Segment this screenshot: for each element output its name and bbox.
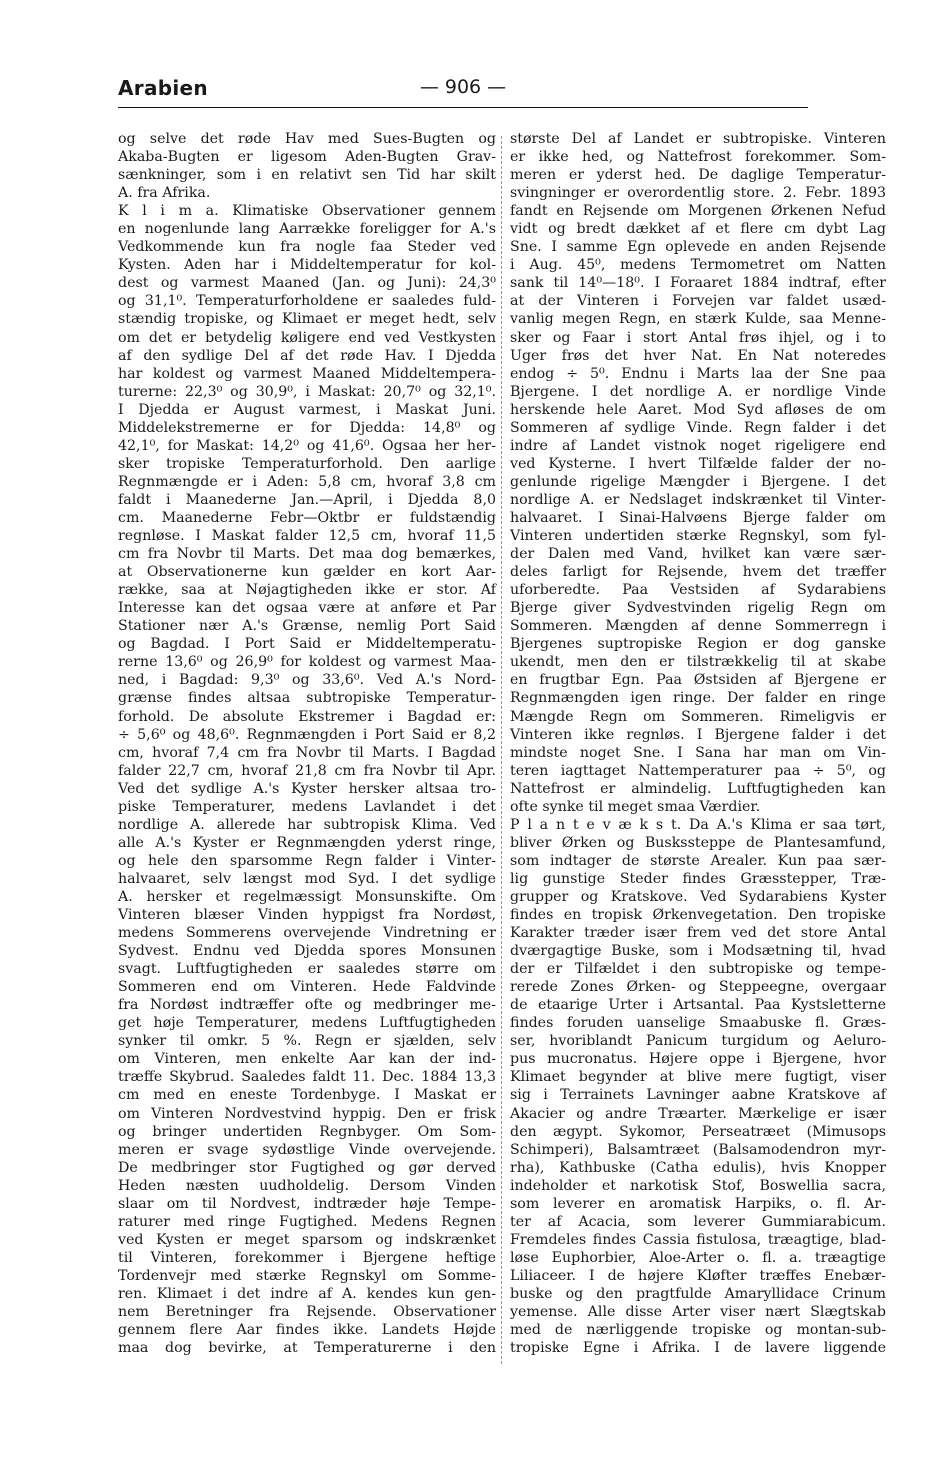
right-column-line: endog ÷ 5⁰. Endnu i Marts laa der Sne paa (510, 365, 886, 382)
right-column-line: rerede Zones Ørken- og Steppeegne, overgaar (510, 979, 886, 996)
right-column-line: sig i Terrainets Lavninger aabne Kratskove af (510, 1087, 886, 1104)
left-column-line: cm fra Novbr til Marts. Det maa dog bemærkes, (118, 546, 496, 563)
left-column-line: Sommeren end om Vinteren. Hede Faldvinde (118, 979, 496, 996)
right-column-line: Bjergene. I det nordlige A. er nordlige Vinde (510, 383, 886, 400)
left-column-line: af den sydlige Del af det røde Hav. I Djedda (118, 347, 496, 364)
left-column-line: A. hersker et regelmæssigt Monsunskifte. Om (118, 888, 496, 905)
left-column-line: svagt. Luftfugtigheden er saaledes større om (118, 961, 496, 978)
left-column-line: træffe Skybrud. Saaledes faldt 11. Dec. 1884 13,3 (118, 1069, 496, 1086)
right-column-line: løse Euphorbier, Aloe-Arter o. fl. a. træagtige (510, 1249, 886, 1266)
right-column-line: sank til 14⁰—18⁰. I Foraaret 1884 indtraf, efter (510, 275, 886, 292)
left-column-line: Akaba-Bugten er ligesom Aden-Bugten Grav- (118, 149, 496, 166)
left-column-line: nem Beretninger fra Rejsende. Observationer (118, 1304, 496, 1321)
left-column-line: medens Sommerens overvejende Vindretning er (118, 925, 496, 942)
left-column-line: De medbringer stor Fugtighed og gør derved (118, 1159, 496, 1176)
right-column-line: uforberedte. Paa Vestsiden af Sydarabiens (510, 582, 886, 599)
left-column-line: Interesse kan det ogsaa være at anføre et Par (118, 600, 496, 617)
left-column-line: og bringer undertiden Regnbyger. Om Som- (118, 1123, 496, 1140)
right-column-line: Vinteren undertiden stærke Regnskyl, som fyl- (510, 528, 886, 545)
left-column-line: og selve det røde Hav med Sues-Bugten og (118, 131, 496, 147)
left-column-line: faldt i Maanederne Jan.—April, i Djedda 8,0 (118, 491, 496, 508)
left-column-line: og 31,1⁰. Temperaturforholdene er saaledes fuld- (118, 293, 496, 310)
right-column-line: svingninger er overordentlig store. 2. Febr. 1893 (510, 185, 886, 202)
left-column-line: maa dog bevirke, at Temperaturerne i den (118, 1340, 496, 1357)
left-column-line: ren. Klimaet i det indre af A. kendes kun gen- (118, 1286, 496, 1302)
left-column-line: K l i m a. Klimatiske Observationer gennem (118, 203, 496, 220)
left-column-line: til Vinteren, forekommer i Bjergene heftige (118, 1249, 496, 1266)
left-column-line: slaar om til Nordvest, indtræder høje Tempe- (118, 1195, 496, 1212)
left-column-line: nordlige A. allerede har subtropisk Klima. Ved (118, 816, 496, 833)
left-column-line: alle A.'s Kyster er Regnmængden yderst ringe, (118, 834, 496, 851)
left-column-line: stændig tropiske, og Klimaet er meget hedt, selv (118, 311, 496, 328)
left-column-line: Kysten. Aden har i Middeltemperatur for kol- (118, 257, 496, 274)
right-column-line: ter af Acacia, som leverer Gummiarabicum. (510, 1213, 886, 1230)
right-column-line: indeholder et narkotisk Stof, Boswellia sacra, (510, 1177, 886, 1194)
left-column-line: Sydvest. Endnu ved Djedda spores Monsunen (118, 943, 496, 960)
right-column-line: Nattefrost er almindelig. Luftfugtigheden kan (510, 780, 886, 797)
left-column-line: piske Temperaturer, medens Lavlandet i det (118, 798, 496, 815)
left-column-line: get høje Temperaturer, medens Luftfugtigheden (118, 1015, 496, 1032)
right-column-line: tropiske Egne i Afrika. I de lavere liggende (510, 1340, 886, 1357)
left-column-line: cm med en eneste Tordenbyge. I Maskat er (118, 1087, 496, 1104)
right-column-line: vanlig megen Regn, en stærk Kulde, saa Menne- (510, 311, 886, 328)
right-column-line: de etaarige Urter i Artsantal. Paa Kystsletterne (510, 997, 886, 1014)
left-column-line: om det er betydelig køligere end ved Vestkysten (118, 329, 496, 346)
right-column-line: med de nærliggende tropiske og montan-sub- (510, 1322, 886, 1339)
left-column-line: fra Nordøst indtræffer ofte og medbringer me- (118, 997, 496, 1014)
right-column-line: genlunde rigelige Mængder i Bjergene. I det (510, 473, 886, 490)
right-column-line: ukendt, men den er tilstrækkelig til at skabe (510, 654, 886, 671)
right-column-line: Karakter træder især frem ved det store Antal (510, 925, 886, 942)
right-column-line: rha), Kathbuske (Catha edulis), hvis Knopper (510, 1159, 886, 1176)
right-column-line: Uger frøs det hver Nat. En Nat noteredes (510, 347, 886, 364)
right-column-line: Liliaceer. I de højere Kløfter træffes Enebær- (510, 1267, 886, 1284)
right-column-line: yemense. Alle disse Arter viser nært Slægtskab (510, 1304, 886, 1321)
right-column-line: Regnmængden igen ringe. Der falder en ringe (510, 690, 886, 707)
left-column-line: dest og varmest Maaned (Jan. og Juni): 24,3⁰ (118, 275, 496, 292)
left-column-line: gennem flere Aar findes ikke. Landets Højde (118, 1322, 496, 1339)
right-column-line: ofte synke til meget smaa Værdier. (510, 798, 761, 815)
left-column-line: synker til omkr. 5 %. Regn er sjælden, selv (118, 1033, 496, 1050)
right-column-line: mindste noget Sne. I Sana har man om Vin- (510, 744, 886, 761)
right-column-line: Fremdeles findes Cassia fistulosa, træagtige, blad- (510, 1231, 886, 1248)
right-column-line: Klimaet begynder at blive mere fugtigt, viser (510, 1069, 886, 1086)
left-column-line: I Djedda er August varmest, i Maskat Juni. (118, 401, 496, 418)
right-column-line: største Del af Landet er subtropiske. Vinteren (510, 131, 886, 147)
left-column-line: ÷ 5,6⁰ og 48,6⁰. Regnmængden i Port Said er 8,2 (118, 726, 496, 743)
right-column-line: at der Vinteren i Forvejen var faldet usæd- (510, 293, 886, 310)
right-column-line: lig gunstige Steder findes Græsstepper, Træ- (510, 870, 886, 887)
right-column-line: ved Kysterne. I hvert Tilfælde falder der no- (510, 455, 886, 472)
right-column-line: Sne. I samme Egn oplevede en anden Rejsende (510, 239, 886, 256)
left-column-line: sænkninger, som i en relativt sen Tid har skilt (118, 167, 496, 184)
right-column-line: pus mucronatus. Højere oppe i Bjergene, hvor (510, 1051, 886, 1068)
right-column-line: nordlige A. er Nedslaget indskrænket til Vinter- (510, 491, 886, 508)
right-column (510, 130, 886, 1357)
right-column-line: der Dalen med Vand, hvilket kan være sær- (510, 546, 886, 563)
left-column-line: halvaaret, selv længst mod Syd. I det sydlige (118, 870, 496, 887)
left-column-line: cm, hvoraf 7,4 cm fra Novbr til Marts. I Bagdad (118, 744, 496, 761)
left-column-line: Vedkommende kun fra nogle faa Steder ved (118, 239, 496, 256)
right-column-line: buske og den pragtfulde Amaryllidace Crinum (510, 1286, 886, 1302)
right-column-line: Sommeren af sydlige Vinde. Regn falder i det (510, 419, 886, 436)
left-column-line: Middelekstremerne er for Djedda: 14,8⁰ og (118, 419, 496, 436)
right-column-line: findes en tropisk Ørkenvegetation. Den tropiske (510, 907, 886, 924)
column-separator (501, 136, 502, 1364)
left-column-line: Ved det sydlige A.'s Kyster hersker altsaa tro- (118, 780, 496, 797)
left-column-line: 42,1⁰, for Maskat: 14,2⁰ og 41,6⁰. Ogsaa her her- (118, 437, 496, 454)
left-column-line: A. fra Afrika. (118, 185, 211, 202)
right-column-line: Sommeren. Mængden af denne Sommerregn i (510, 618, 886, 635)
left-column-line: meren er svage sydøstlige Vinde overvejende. (118, 1141, 496, 1158)
left-column-line: Stationer nær A.'s Grænse, nemlig Port Said (118, 618, 496, 635)
left-column-line: Tordenvejr med stærke Regnskyl om Somme- (118, 1267, 496, 1284)
left-column-line: og Bagdad. I Port Said er Middeltemperatu- (118, 636, 496, 653)
right-column-line: der er Tilfældet i den subtropiske og tempe- (510, 961, 886, 978)
left-column (118, 130, 496, 1357)
header-rule (118, 107, 808, 108)
page-number: — 906 — (419, 76, 507, 98)
left-column-line: turerne: 22,3⁰ og 30,9⁰, i Maskat: 20,7⁰ og 32,1⁰. (118, 383, 496, 400)
right-column-line: er ikke hed, og Nattefrost forekommer. Som- (510, 149, 886, 166)
left-column-line: grænse findes altsaa subtropiske Temperatur- (118, 690, 496, 707)
left-column-line: sker tropiske Temperaturforhold. Den aarlige (118, 455, 496, 472)
right-column-line: deles farligt for Rejsende, hvem det træffer (510, 564, 886, 581)
right-column-line: bliver Ørken og Buskssteppe de Plantesamfund, (510, 834, 886, 851)
left-column-line: regnløse. I Maskat falder 12,5 cm, hvoraf 11,5 (118, 528, 496, 545)
right-column-line: findes foruden uanselige Smaabuske fl. Græs- (510, 1015, 886, 1032)
right-column-line: vidt og bredt dækket af et flere cm dybt Lag (510, 221, 886, 238)
left-column-line: en nogenlunde lang Aarrække foreligger for A.'s (118, 221, 496, 238)
left-column-line: og hele den sparsomme Regn falder i Vinter- (118, 852, 496, 869)
right-column-line: grupper og Kratskove. Ved Sydarabiens Kyster (510, 888, 886, 905)
right-column-line: en frugtbar Egn. Paa Østsiden af Bjergene er (510, 672, 886, 689)
right-column-line: P l a n t e v æ k s t. Da A.'s Klima er saa tørt, (510, 816, 886, 833)
left-column-line: række, saa at Nøjagtigheden ikke er stor. Af (118, 582, 496, 599)
left-column-line: at Observationerne kun gælder en kort Aar- (118, 564, 496, 581)
right-column-line: ser, hvoriblandt Panicum turgidum og Aeluro- (510, 1033, 886, 1050)
left-column-line: har koldest og varmest Maaned Middeltempera- (118, 365, 496, 382)
left-column-line: ned, i Bagdad: 9,3⁰ og 33,6⁰. Ved A.'s Nord- (118, 672, 496, 689)
right-column-line: som indtager de største Arealer. Kun paa sær- (510, 852, 886, 869)
right-column-line: indre af Landet vistnok noget rigeligere end (510, 437, 886, 454)
right-column-line: sker og Faar i stort Antal frøs ihjel, og i to (510, 329, 886, 346)
left-column-line: Regnmængde er i Aden: 5,8 cm, hvoraf 3,8 cm (118, 473, 496, 490)
right-column-line: i Aug. 45⁰, medens Termometret om Natten (510, 257, 886, 274)
right-column-line: Schimperi), Balsamtræet (Balsamodendron myr- (510, 1141, 886, 1158)
left-column-line: Heden næsten uudholdelig. Dersom Vinden (118, 1177, 496, 1194)
right-column-line: halvaaret. I Sinai-Halvøens Bjerge falder om (510, 509, 886, 526)
right-column-line: herskende hele Aaret. Mod Syd afløses de om (510, 401, 886, 418)
left-column-line: raturer med ringe Fugtighed. Medens Regnen (118, 1213, 496, 1230)
right-column-line: meren er yderst hed. De daglige Temperatur- (510, 167, 886, 184)
left-column-line: forhold. De absolute Ekstremer i Bagdad er: (118, 708, 496, 725)
right-column-line: den ægypt. Sykomor, Perseatræet (Mimusops (510, 1123, 886, 1140)
right-column-line: fandt en Rejsende om Morgenen Ørkenen Nefud (510, 203, 886, 220)
left-column-line: rerne 13,6⁰ og 26,9⁰ for koldest og varmest Maa- (118, 654, 496, 671)
header-title: Arabien (118, 76, 208, 100)
right-column-line: Mængde Regn om Sommeren. Rimeligvis er (510, 708, 886, 725)
left-column-line: cm. Maanederne Febr—Oktbr er fuldstændig (118, 509, 496, 526)
right-column-line: Bjergenes suptropiske Region er dog ganske (510, 636, 886, 653)
left-column-line: falder 22,7 cm, hvoraf 21,8 cm fra Novbr til Apr. (118, 762, 496, 779)
left-column-line: om Vinteren, men enkelte Aar kan der ind- (118, 1051, 496, 1068)
left-column-line: om Vinteren Nordvestvind hyppig. Den er frisk (118, 1105, 496, 1122)
left-column-line: Vinteren blæser Vinden hyppigst fra Nordøst, (118, 907, 496, 924)
running-header (118, 76, 808, 106)
left-column-line: ved Kysten er meget sparsom og indskrænket (118, 1231, 496, 1248)
right-column-line: Akacier og andre Træarter. Mærkelige er især (510, 1105, 886, 1122)
right-column-line: teren iagttaget Nattemperaturer paa ÷ 5⁰, og (510, 762, 886, 779)
right-column-line: dværgagtige Buske, som i Modsætning til, hvad (510, 943, 886, 960)
right-column-line: Bjerge giver Sydvestvinden rigelig Regn om (510, 600, 886, 617)
right-column-line: Vinteren ikke regnløs. I Bjergene falder i det (510, 726, 886, 743)
right-column-line: som leverer en aromatisk Harpiks, o. fl. Ar- (510, 1195, 886, 1212)
